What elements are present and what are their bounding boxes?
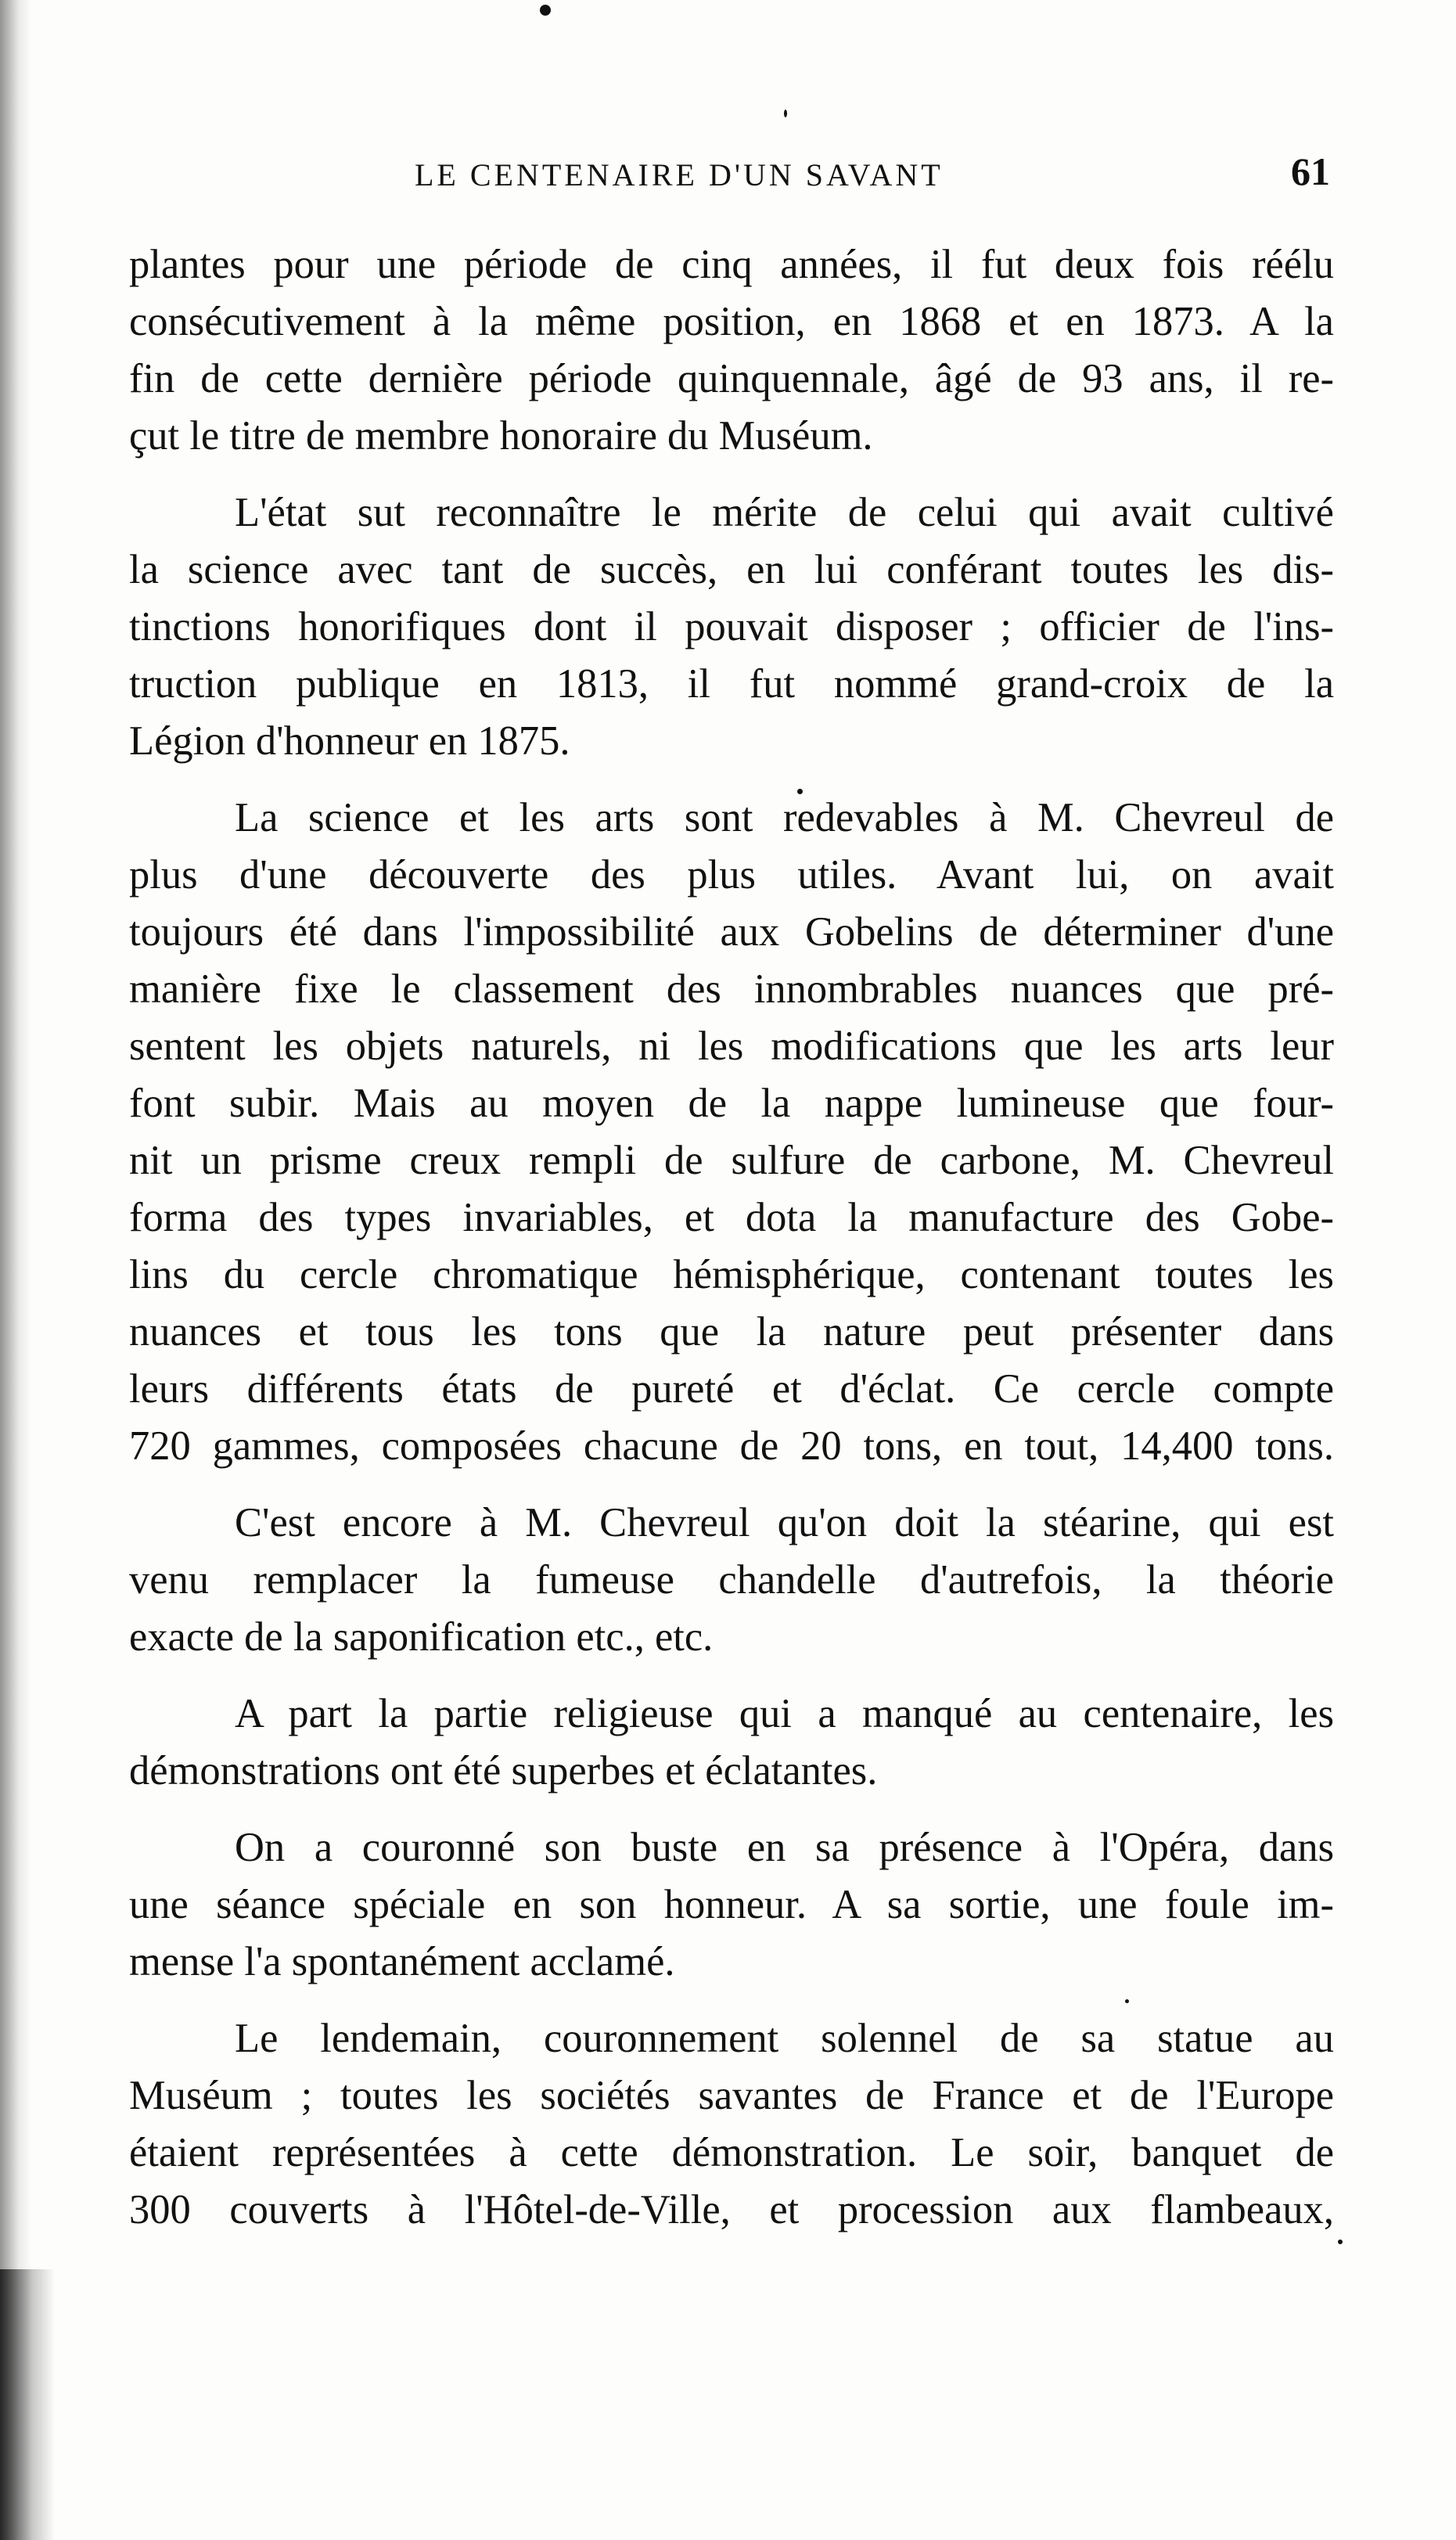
- text-line: Légion d'honneur en 1875.: [129, 718, 570, 764]
- text-line: leurs différents états de pureté et d'éclat. Ce cercle compte: [129, 1366, 1334, 1412]
- text-line: A part la partie religieuse qui a manqué au centenaire, les: [235, 1691, 1334, 1736]
- body-text: [129, 236, 1334, 2239]
- text-line: démonstrations ont été superbes et éclatantes.: [129, 1748, 878, 1793]
- running-head: [415, 149, 1330, 203]
- text-line: plus d'une découverte des plus utiles. Avant lui, on avait: [129, 852, 1334, 898]
- text-line: plantes pour une période de cinq années, il fut deux fois réélu: [129, 242, 1334, 287]
- text-line: font subir. Mais au moyen de la nappe lumineuse que four-: [129, 1081, 1334, 1126]
- text-line: forma des types invariables, et dota la manufacture des Gobe-: [129, 1195, 1334, 1240]
- text-line: Le lendemain, couronnement solennel de sa statue au: [235, 2016, 1334, 2061]
- text-line: une séance spéciale en son honneur. A sa sortie, une foule im-: [129, 1882, 1334, 1927]
- paragraph: [129, 2010, 1334, 2239]
- text-line: tinctions honorifiques dont il pouvait disposer ; officier de l'ins-: [129, 604, 1334, 649]
- page-edge-shadow: [0, 0, 31, 2540]
- ink-speck: [1338, 2240, 1343, 2244]
- text-line: truction publique en 1813, il fut nommé grand-croix de la: [129, 661, 1334, 707]
- text-line: Muséum ; toutes les sociétés savantes de France et de l'Europe: [129, 2073, 1334, 2118]
- text-line: exacte de la saponification etc., etc.: [129, 1614, 714, 1660]
- text-line: la science avec tant de succès, en lui conférant toutes les dis-: [129, 547, 1334, 592]
- running-title: LE CENTENAIRE D'UN SAVANT: [415, 157, 944, 192]
- page-edge-shadow-bottom: [0, 2269, 55, 2540]
- text-line: lins du cercle chromatique hémisphérique, contenant toutes les: [129, 1252, 1334, 1297]
- text-line: 300 couverts à l'Hôtel-de-Ville, et procession aux flambeaux,: [129, 2187, 1334, 2232]
- text-line: 720 gammes, composées chacune de 20 tons, en tout, 14,400 tons.: [129, 1423, 1334, 1469]
- paragraph: [129, 484, 1334, 770]
- paragraph: [129, 1819, 1334, 1991]
- paragraph: [129, 1495, 1334, 1666]
- text-line: fin de cette dernière période quinquennale, âgé de 93 ans, il re-: [129, 356, 1334, 401]
- page-number: 61: [1291, 149, 1330, 193]
- text-line: sentent les objets naturels, ni les modifications que les arts leur: [129, 1024, 1334, 1069]
- text-line: étaient représentées à cette démonstration. Le soir, banquet de: [129, 2130, 1334, 2175]
- text-line: toujours été dans l'impossibilité aux Gobelins de déterminer d'une: [129, 909, 1334, 955]
- text-line: C'est encore à M. Chevreul qu'on doit la stéarine, qui est: [235, 1500, 1334, 1545]
- ink-speck: [784, 110, 787, 117]
- text-line: çut le titre de membre honoraire du Muséum.: [129, 413, 873, 459]
- paragraph: [129, 790, 1334, 1475]
- text-line: consécutivement à la même position, en 1868 et en 1873. A la: [129, 299, 1334, 344]
- text-line: nuances et tous les tons que la nature peut présenter dans: [129, 1309, 1334, 1355]
- text-line: mense l'a spontanément acclamé.: [129, 1939, 675, 1984]
- text-line: manière fixe le classement des innombrables nuances que pré-: [129, 966, 1334, 1012]
- text-line: venu remplacer la fumeuse chandelle d'autrefois, la théorie: [129, 1557, 1334, 1603]
- text-line: L'état sut reconnaître le mérite de celui qui avait cultivé: [235, 490, 1334, 535]
- text-line: La science et les arts sont redevables à M. Chevreul de: [235, 795, 1334, 840]
- text-line: nit un prisme creux rempli de sulfure de carbone, M. Chevreul: [129, 1138, 1334, 1183]
- text-line: On a couronné son buste en sa présence à l'Opéra, dans: [235, 1825, 1334, 1870]
- ink-speck: [540, 5, 551, 16]
- paragraph: [129, 236, 1334, 465]
- paragraph: [129, 1686, 1334, 1800]
